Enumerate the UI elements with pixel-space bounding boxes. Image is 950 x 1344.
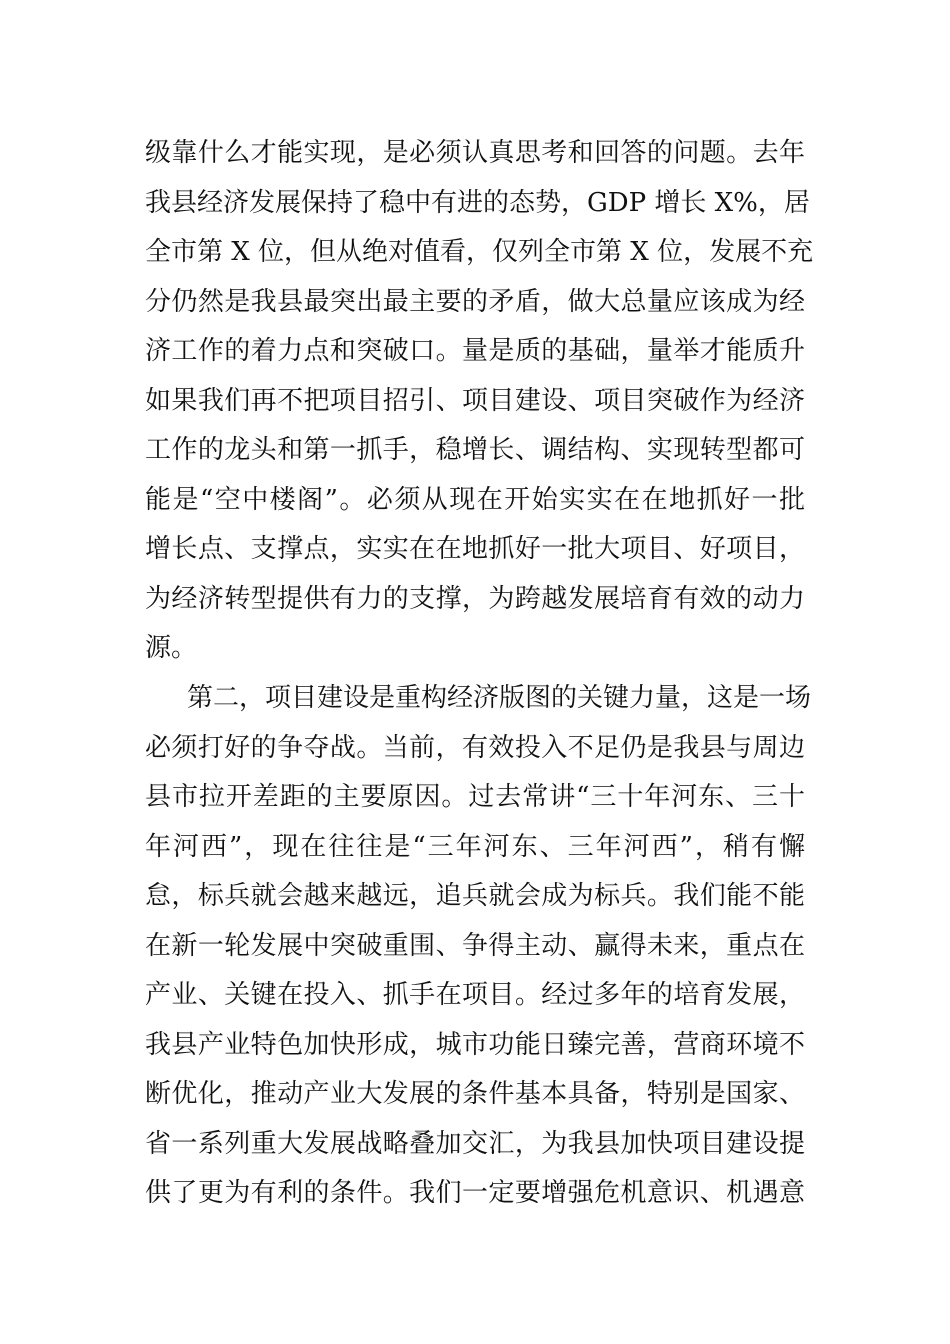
paragraph-line: 工作的龙头和第一抓手，稳增长、调结构、实现转型都可 (145, 435, 805, 465)
paragraph-line: 全市第 X 位，但从绝对值看，仅列全市第 X 位，发展不充 (145, 237, 814, 267)
paragraph-line: 如果我们再不把项目招引、项目建设、项目突破作为经济 (145, 385, 805, 416)
paragraph-line: 分仍然是我县最突出最主要的矛盾，做大总量应该成为经 (145, 286, 805, 317)
paragraph-line: 必须打好的争夺战。当前，有效投入不足仍是我县与周边 (145, 732, 805, 763)
paragraph-line: 增长点、支撑点，实实在在地抓好一批大项目、好项目， (145, 534, 805, 564)
paragraph-line: 产业、关键在投入、抓手在项目。经过多年的培育发展， (145, 980, 805, 1010)
paragraph-line: 县市拉开差距的主要原因。过去常讲“三十年河东、三十 (145, 782, 805, 812)
paragraph-line: 断优化，推动产业大发展的条件基本具备，特别是国家、 (145, 1079, 805, 1109)
paragraph-line: 济工作的着力点和突破口。量是质的基础，量举才能质升 (145, 336, 805, 366)
paragraph-line: 在新一轮发展中突破重围、争得主动、赢得未来，重点在 (145, 930, 805, 961)
paragraph-2 (145, 674, 812, 1219)
paragraph-line: 能是“空中楼阁”。必须从现在开始实实在在地抓好一批 (145, 484, 805, 515)
paragraph-line: 年河西”，现在往往是“三年河东、三年河西”，稍有懈 (145, 831, 805, 862)
paragraph-line: 级靠什么才能实现，是必须认真思考和回答的问题。去年 (145, 138, 805, 168)
paragraph-line: 省一系列重大发展战略叠加交汇，为我县加快项目建设提 (145, 1128, 805, 1159)
paragraph-line: 我县经济发展保持了稳中有进的态势，GDP 增长 X%，居 (145, 187, 810, 218)
paragraph-1 (145, 129, 814, 674)
paragraph-line: 第二，项目建设是重构经济版图的关键力量，这是一场 (187, 683, 812, 713)
paragraph-line: 为经济转型提供有力的支撑，为跨越发展培育有效的动力 (145, 583, 805, 614)
paragraph-line: 我县产业特色加快形成，城市功能日臻完善，营商环境不 (145, 1029, 805, 1060)
paragraph-line: 源。 (145, 633, 198, 663)
paragraph-line: 供了更为有利的条件。我们一定要增强危机意识、机遇意 (145, 1178, 805, 1208)
paragraph-line: 怠，标兵就会越来越远，追兵就会成为标兵。我们能不能 (145, 881, 805, 911)
